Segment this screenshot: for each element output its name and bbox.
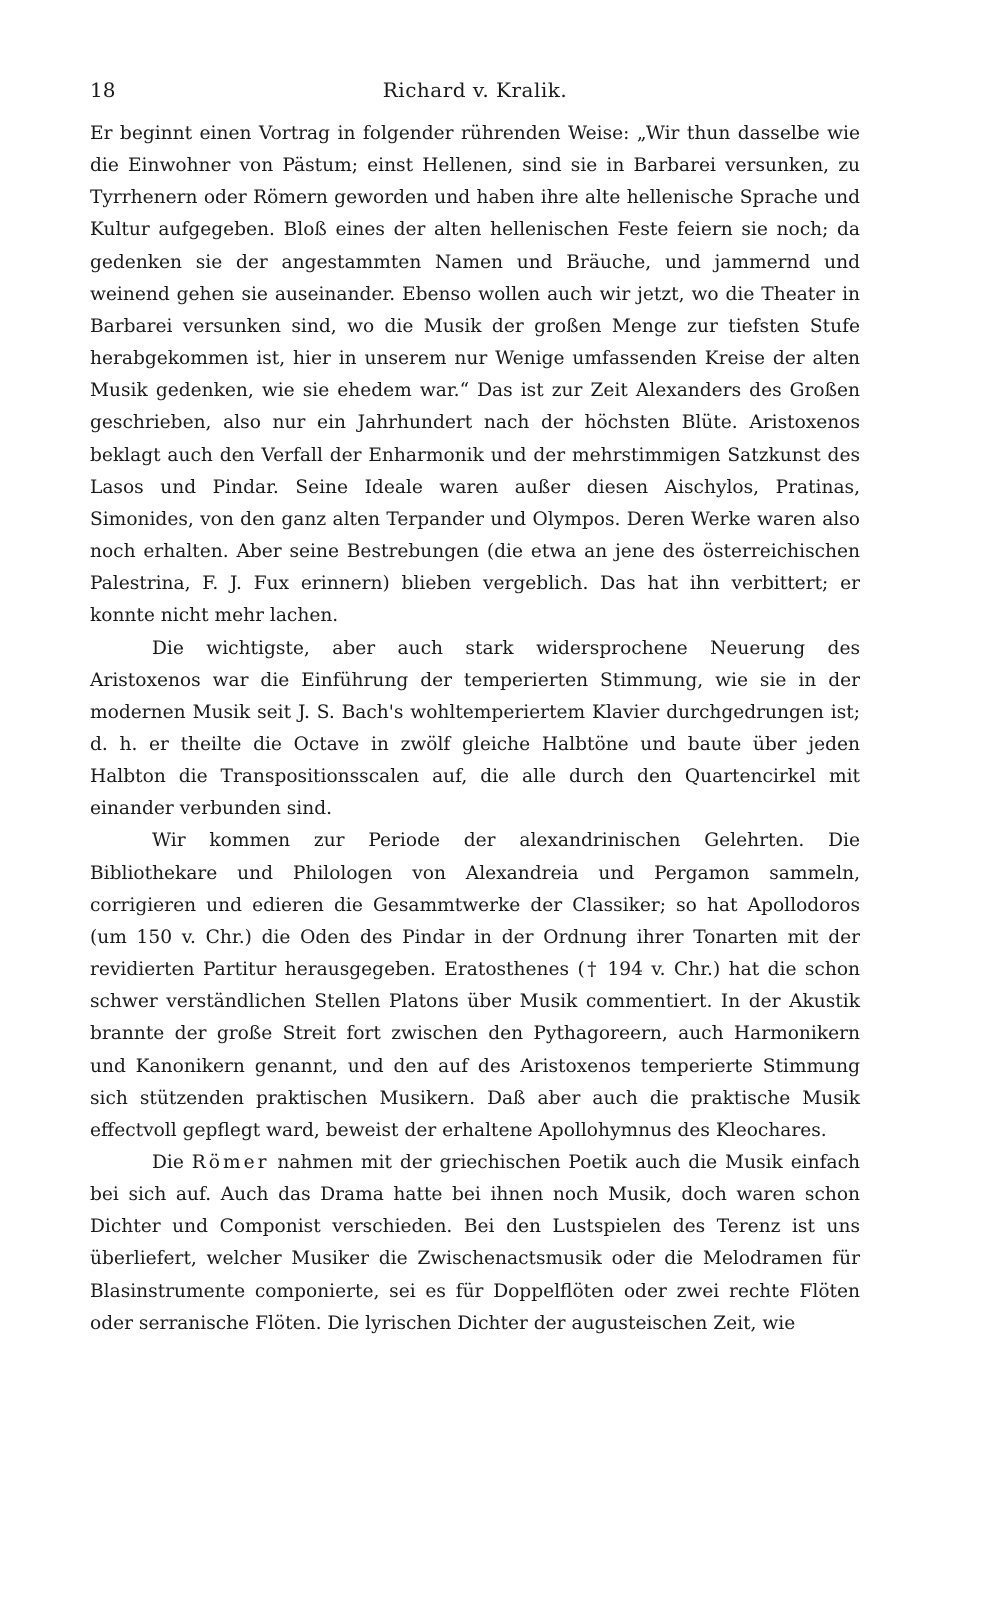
body-text: [90, 118, 860, 1340]
paragraph: [90, 1147, 860, 1340]
paragraph: Er beginnt einen Vortrag in folgender rührenden Weise: „Wir thun dasselbe wie die Einwohner von Pästum; einst Hellenen, sind sie in Barbarei versunken, zu Tyrrhenern oder Römern geworden und haben ihre alte hellenische Sprache und Kultur aufgegeben. Bloß eines der alten hellenischen Feste feiern sie noch; da gedenken sie der angestammten Namen und Bräuche, und jammernd und weinend gehen sie auseinander. Ebenso wollen auch wir jetzt, wo die Theater in Barbarei versunken sind, wo die Musik der großen Menge zur tiefsten Stufe herabgekommen ist, hier in unserem nur Wenige umfassenden Kreise der alten Musik gedenken, wie sie ehedem war.“ Das ist zur Zeit Alexanders des Großen geschrieben, also nur ein Jahrhundert nach der höchsten Blüte. Aristoxenos beklagt auch den Verfall der Enharmonik und der mehrstimmigen Satzkunst des Lasos und Pindar. Seine Ideale waren außer diesen Aischylos, Pratinas, Simonides, von den ganz alten Terpander und Olympos. Deren Werke waren also noch erhalten. Aber seine Bestrebungen (die etwa an jene des österreichischen Palestrina, F. J. Fux erinnern) blieben vergeblich. Das hat ihn verbittert; er konnte nicht mehr lachen.: [90, 123, 860, 627]
page-number: 18: [90, 78, 116, 102]
paragraph-text: nahmen mit der griechischen Poetik auch die Musik einfach bei sich auf. Auch das Drama hatte bei ihnen noch Musik, doch waren schon Dichter und Componist verschieden. Bei den Lustspielen des Terenz ist uns überliefert, welcher Musiker die Zwischenactsmusik oder die Melodramen für Blasinstrumente componierte, sei es für Doppelflöten oder zwei rechte Flöten oder serranische Flöten. Die lyrischen Dichter der augusteischen Zeit, wie: [90, 1152, 860, 1334]
document-page: [90, 78, 860, 1340]
emphasized-term: Römer: [191, 1152, 270, 1173]
paragraph: Die wichtigste, aber auch stark widersprochene Neuerung des Aristoxenos war die Einführung der temperierten Stimmung, wie sie in der modernen Musik seit J. S. Bach's wohltemperiertem Klavier durchgedrungen ist; d. h. er theilte die Octave in zwölf gleiche Halbtöne und baute über jeden Halbton die Transpositionsscalen auf, die alle durch den Quartencirkel mit einander verbunden sind.: [90, 637, 860, 820]
paragraph-lead: Die: [152, 1152, 184, 1173]
running-head: [90, 78, 860, 118]
paragraph: Wir kommen zur Periode der alexandrinischen Gelehrten. Die Bibliothekare und Philologen von Alexandreia und Pergamon sammeln, corrigieren und edieren die Gesammtwerke der Classiker; so hat Apollodoros (um 150 v. Chr.) die Oden des Pindar in der Ordnung ihrer Tonarten mit der revidierten Partitur herausgegeben. Eratosthenes († 194 v. Chr.) hat die schon schwer verständlichen Stellen Platons über Musik commentiert. In der Akustik brannte der große Streit fort zwischen den Pythagoreern, auch Harmonikern und Kanonikern genannt, und den auf des Aristoxenos temperierte Stimmung sich stützenden praktischen Musikern. Daß aber auch die praktische Musik effectvoll gepflegt ward, beweist der erhaltene Apollohymnus des Kleochares.: [90, 830, 860, 1141]
running-title: Richard v. Kralik.: [382, 78, 568, 102]
